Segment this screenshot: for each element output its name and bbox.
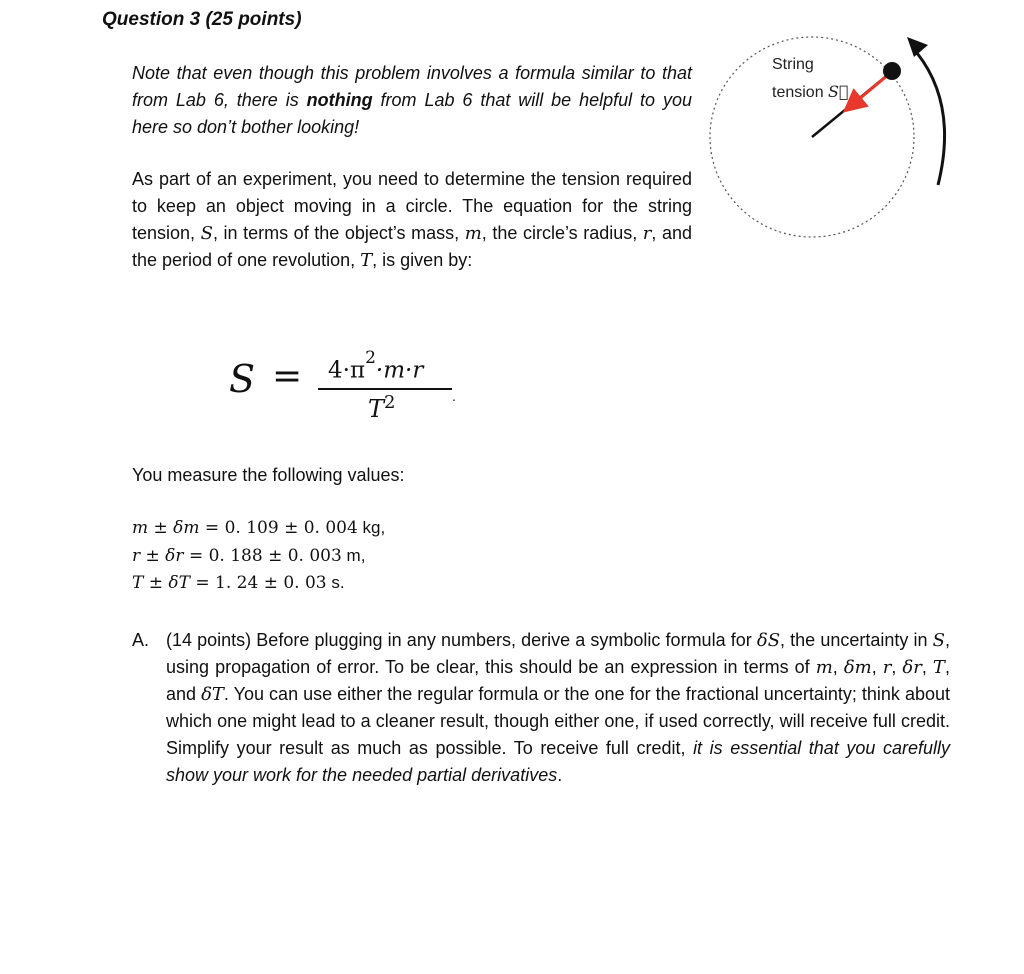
numerator-part: 4·π [328, 357, 366, 384]
note-paragraph [132, 60, 692, 141]
part-a-text: . You can use either the regular formula or the one for the fractional uncertainty; think about which one might lead to a cleaner result, though either one, if used correctly, will receive full credit. Simplify your result as much as possible. To receive full credit, [166, 684, 950, 758]
measurement-unit: m, [341, 546, 366, 565]
symbol-dT: δT [201, 684, 224, 705]
symbol-dS: δS [756, 630, 781, 651]
part-a-text: (14 points) Before plugging in any numbers, derive a symbolic formula for [166, 630, 757, 650]
symbol-S: S [200, 223, 213, 244]
intro-paragraph [132, 166, 692, 274]
measurement-row [132, 518, 385, 538]
note-emphasis: nothing [306, 90, 373, 110]
symbol-T: T [360, 250, 373, 271]
intro-text: , and the period of one revolution, [132, 223, 693, 270]
equation-numerator [328, 348, 424, 384]
symbol-S: S [932, 630, 945, 651]
symbol-dr: δr [902, 657, 922, 678]
measurement-symbol: m ± δm [132, 518, 200, 538]
equation-equals: = [272, 356, 303, 397]
separator: , [871, 657, 883, 677]
part-a-body [166, 627, 950, 789]
mass-object [883, 62, 901, 80]
measurement-unit: kg, [357, 518, 386, 537]
measurement-equals: = [183, 546, 209, 566]
part-a-text: . [557, 765, 563, 785]
symbol-r: r [882, 657, 892, 678]
symbol-dm: δm [843, 657, 872, 678]
measurement-value: 0. 109 ± 0. 004 [224, 518, 358, 538]
part-a-text: , the uncertainty in [780, 630, 933, 650]
equation-denominator [368, 392, 395, 423]
measure-label: You measure the following values: [132, 465, 405, 485]
denominator-base: T [368, 395, 385, 423]
diagram-label-text: tension [772, 84, 829, 101]
intro-text: , the circle’s radius, [481, 223, 643, 243]
measurement-symbol: T ± δT [132, 573, 190, 593]
separator: , [891, 657, 903, 677]
symbol-m: m [815, 657, 833, 678]
intro-text: As part of an experiment, you need to determine the tension required to keep an object moving in a circle. The equation for the string tension, [132, 169, 692, 243]
part-a-emphasis: it is essential that you carefully show your work for the needed partial derivatives [166, 738, 950, 785]
numerator-part: ·m·r [375, 357, 424, 384]
intro-text: , in terms of the object’s mass, [212, 223, 465, 243]
diagram-label-line1: String [772, 56, 814, 73]
separator: , and [166, 657, 950, 704]
motion-arc [917, 53, 945, 185]
diagram-label-line2 [772, 82, 849, 101]
numerator-exponent: 2 [365, 348, 376, 368]
fraction-bar [318, 388, 452, 390]
measurement-equals: = [189, 573, 216, 593]
symbol-m: m [464, 223, 482, 244]
equation-fraction [318, 336, 454, 426]
motion-arrowhead-icon [907, 37, 928, 57]
question-title: Question 3 (25 points) [102, 9, 302, 30]
tension-arrow [852, 75, 888, 105]
separator: , [832, 657, 844, 677]
circular-motion-diagram [700, 25, 970, 255]
separator: , [921, 657, 933, 677]
equation-lhs: S [229, 357, 256, 401]
vector-symbol: S⃗ [828, 82, 849, 101]
intro-text: , is given by: [372, 250, 473, 270]
equation-period: . [452, 388, 456, 404]
measurement-value: 1. 24 ± 0. 03 [215, 573, 327, 593]
part-a-question [132, 627, 950, 789]
note-text-2: from Lab 6 that will be helpful to you here so don’t bother looking! [132, 90, 692, 137]
measurement-equals: = [199, 518, 225, 538]
symbol-T: T [932, 657, 945, 678]
denominator-exponent: 2 [384, 392, 396, 413]
measurement-row [132, 546, 365, 566]
measurement-row [132, 573, 345, 593]
part-a-label: A. [132, 630, 150, 650]
measurement-value: 0. 188 ± 0. 003 [208, 546, 342, 566]
part-a-text: , using propagation of error. To be clear, this should be an expression in terms of [166, 630, 950, 677]
note-text-1: Note that even though this problem involves a formula similar to that from Lab 6, there is [132, 63, 692, 110]
symbol-r: r [642, 223, 652, 244]
measurement-symbol: r ± δr [132, 546, 184, 566]
measurement-unit: s. [326, 573, 345, 592]
